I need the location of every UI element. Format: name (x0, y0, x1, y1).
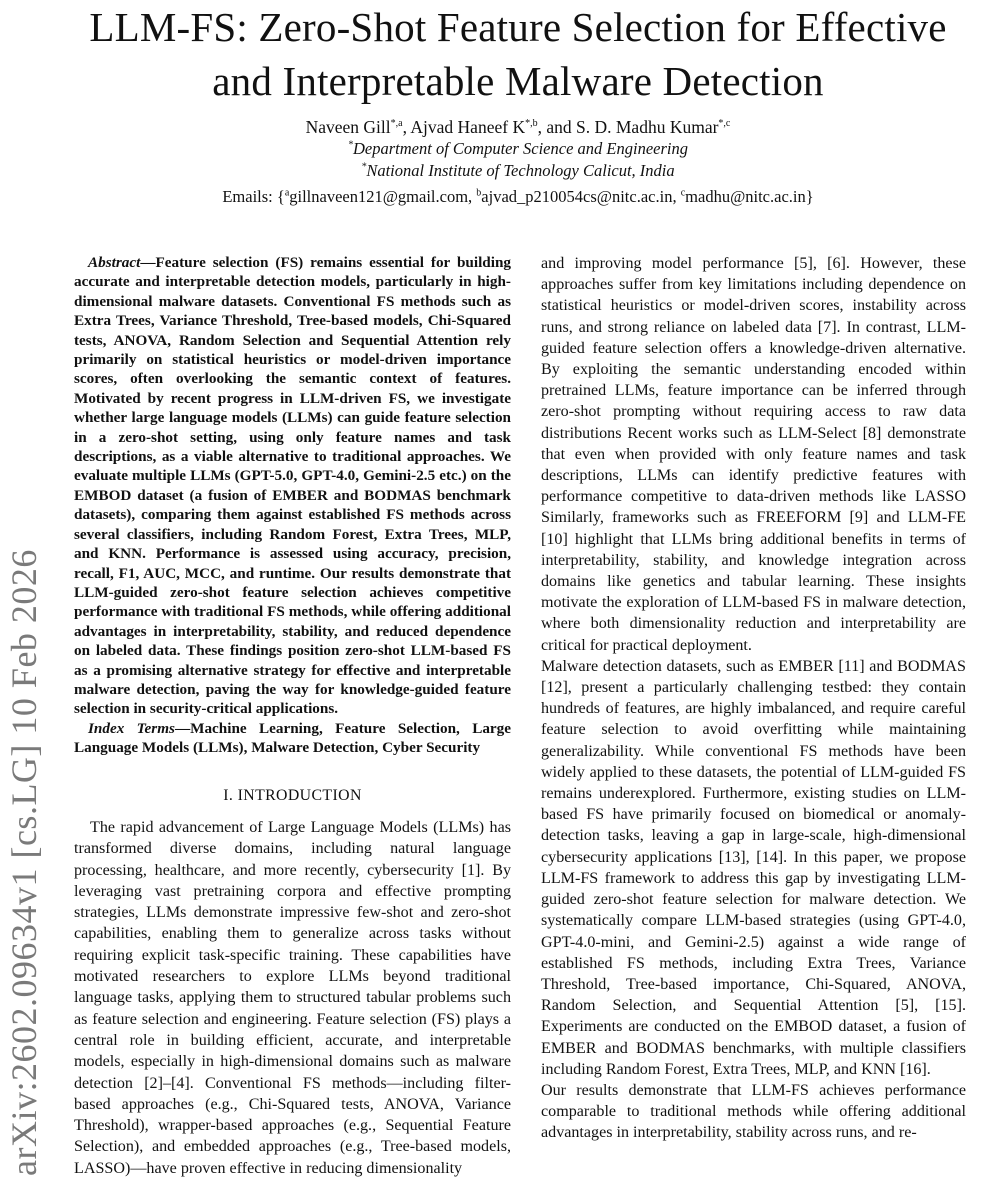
email-address: ajvad_p210054cs@nitc.ac.in, (481, 187, 681, 206)
author-marker: *,b (525, 118, 538, 130)
email-address: madhu@nitc.ac.in} (685, 187, 814, 206)
affiliation-marker: * (348, 139, 353, 151)
intro-paragraph-1: The rapid advancement of Large Language Models (LLMs) has transformed diverse domains, including natural language processing, healthcare, and more recently, cybersecurity [1]. By leveraging vast pretraining corpora and effective prompting strategies, LLMs demonstrate impressive few-shot and zero-shot capabilities, enabling them to generalize across tasks without requiring explicit task-specific training. These capabilities have motivated researchers to explore LLMs beyond traditional language tasks, applying them to structured tabular problems such as feature selection and engineering. Feature selection (FS) plays a central role in building efficient, accurate, and interpretable models, especially in high-dimensional domains such as malware detection [2]–[4]. Conventional FS methods—including filter-based approaches (e.g., Chi-Squared tests, ANOVA, Variance Threshold), wrapper-based approaches (e.g., Sequential Feature Selection), and embedded approaches (e.g., Tree-based models, LASSO)—have proven effective in reducing dimensionality (74, 818, 511, 1177)
author-marker: *,a (390, 118, 403, 130)
affiliation-marker: * (361, 161, 367, 173)
abstract-label: Abstract (88, 254, 141, 271)
title-line-2: and Interpretable Malware Detection (212, 58, 824, 104)
abstract-text: —Feature selection (FS) remains essential for building accurate and interpretable detection models, particularly in high-dimensional malware datasets. Conventional FS methods such as Extra Trees, Variance Threshold, Tree-based models, Chi-Squared tests, ANOVA, Random Selection and Sequential Attention rely primarily on statistical heuristics or model-driven importance scores, often overlooking the semantic context of features. Motivated by recent progress in LLM-driven FS, we investigate whether large language models (LLMs) can guide feature selection in a zero-shot setting, using only feature names and task descriptions, as a viable alternative to traditional approaches. We evaluate multiple LLMs (GPT-5.0, GPT-4.0, Gemini-2.5 etc.) on the EMBOD dataset (a fusion of EMBER and BODMAS benchmark datasets), comparing them against established FS methods across several classifiers, including Random Forest, Extra Trees, MLP, and KNN. Performance is assessed using accuracy, precision, recall, F1, AUC, MCC, and runtime. Our results demonstrate that LLM-guided zero-shot feature selection achieves competitive performance with traditional FS methods, while offering additional advantages in interpretability, stability, and reduced dependence on labeled data. These findings position zero-shot LLM-based FS as a promising alternative strategy for effective and interpretable malware detection, paving the way for knowledge-guided feature selection in security-critical applications. (74, 254, 511, 718)
index-terms-label: Index Terms (88, 719, 175, 737)
left-column (74, 253, 511, 1179)
intro-paragraph-3: Malware detection datasets, such as EMBER [11] and BODMAS [12], present a particularly challenging testbed: they contain hundreds of features, are highly imbalanced, and require careful feature selection to avoid overfitting while maintaining generalizability. While conventional FS methods have been widely applied to these datasets, the potential of LLM-guided FS remains underexplored. Furthermore, existing studies on LLM-based FS have primarily focused on biomedical or anomaly-detection tasks, leaving a gap in large-scale, high-dimensional cybersecurity applications [13], [14]. In this paper, we propose LLM-FS framework to address this gap by investigating LLM-guided zero-shot feature selection for malware detection. We systematically compare LLM-based strategies (using GPT-4.0, GPT-4.0-mini, and Gemini-2.5) against a wide range of established FS methods, including Extra Trees, Variance Threshold, Tree-based importance, Chi-Squared, ANOVA, Random Selection, and Sequential Attention [5], [15]. Experiments are conducted on the EMBOD dataset, a fusion of EMBER and BODMAS benchmarks, with multiple classifiers including Random Forest, Extra Trees, MLP, and KNN [16]. (541, 657, 966, 1078)
author-separator: , (402, 117, 411, 137)
author-separator: , and (537, 117, 576, 137)
author-block (40, 116, 996, 208)
author-emails: Emails: {$^a$gillnaveen121@gmail.com, $^b$ajvad_p210054cs@nitc.ac.in, $^c$madhu@nitc.ac.in} (222, 187, 814, 206)
index-terms-text: —Machine Learning, Feature Selection, Large Language Models (LLMs), Malware Detection, Cyber Security (74, 719, 512, 757)
email-address: gillnaveen121@gmail.com, (289, 187, 477, 206)
section-heading-introduction: I. INTRODUCTION (223, 786, 362, 804)
author-marker: *,c (718, 118, 731, 130)
intro-paragraph-4: Our results demonstrate that LLM-FS achieves performance comparable to traditional methods while offering additional advantages in interpretability, stability across runs, and re- (541, 1081, 966, 1142)
affiliation-department: *Department of Computer Science and Engineering (348, 139, 688, 158)
arxiv-identifier-watermark: arXiv:2602.09634v1 [cs.LG] 10 Feb 2026 (4, 549, 44, 1176)
affiliation-institute: *National Institute of Technology Calicut, India (361, 161, 675, 180)
index-terms (74, 719, 511, 758)
author-names (40, 116, 996, 138)
intro-paragraph-2: and improving model performance [5], [6]. However, these approaches suffer from key limitations including dependence on statistical heuristics or model-driven scores, instability across runs, and strong reliance on labeled data [7]. In contrast, LLM-guided feature selection offers a knowledge-driven alternative. By exploiting the semantic understanding encoded within pretrained LLMs, feature importance can be inferred through zero-shot prompting without requiring access to raw data distributions Recent works such as LLM-Select [8] demonstrate that even when provided with only feature names and task descriptions, LLMs can identify predictive features with performance competitive to data-driven methods like LASSO Similarly, frameworks such as FREEFORM [9] and LLM-FE [10] highlight that LLMs bring additional benefits in terms of interpretability, stability, and knowledge integration across domains like genetics and tabular learning. These insights motivate the exploration of LLM-based FS in malware detection, where both dimensionality reduction and interpretability are critical for practical deployment. (541, 255, 966, 654)
author-name: S. D. Madhu Kumar (576, 117, 719, 137)
title-line-1: LLM-FS: Zero-Shot Feature Selection for Effective (89, 4, 947, 50)
right-column (541, 253, 966, 1144)
author-name: Ajvad Haneef K (410, 117, 526, 137)
paper-title (40, 0, 996, 108)
abstract (74, 253, 511, 719)
author-name: Naveen Gill (305, 117, 391, 137)
